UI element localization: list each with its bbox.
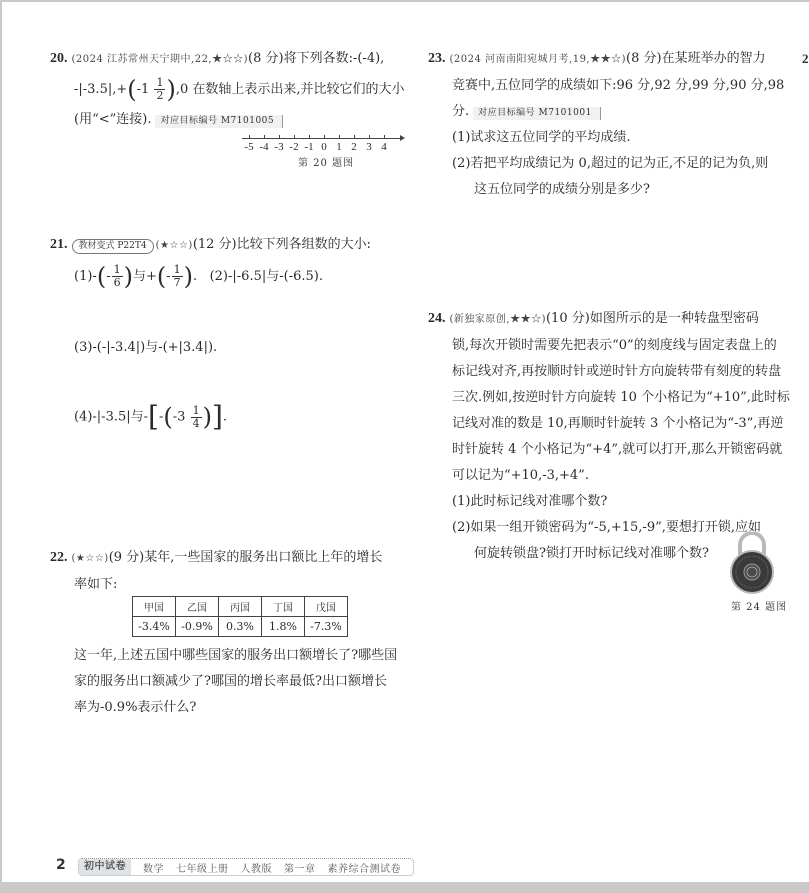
question-22 — [50, 545, 420, 598]
figure-caption: 第 20 题图 — [298, 158, 355, 169]
question-score: (8 分) — [626, 51, 662, 66]
sign: - — [166, 269, 171, 284]
combination-lock-icon — [729, 532, 775, 594]
question-23 — [428, 46, 798, 203]
mixed-number-whole: -1 — [136, 82, 150, 97]
question-text: 标记线对齐,再按顺时针或逆时针方向旋转带有刻度的转盘 — [452, 364, 782, 379]
tick — [294, 135, 295, 139]
table-cell: -0.9% — [176, 617, 219, 637]
question-score: (8 分) — [248, 51, 284, 66]
footer-subject: 数学 — [143, 863, 164, 875]
table-cell: -7.3% — [305, 617, 348, 637]
question-number: 20. — [50, 51, 68, 66]
question-text: 竞赛中,五位同学的成绩如下:96 分,92 分,99 分,90 分,98 — [452, 78, 785, 93]
tick-label: -3 — [274, 141, 284, 153]
sign: - — [92, 269, 97, 284]
question-number: 22. — [50, 550, 68, 565]
subquestion-2-cont: 何旋转锁盘?锁打开时标记线对准哪个数? — [474, 546, 709, 561]
paren-close: ) — [166, 75, 176, 104]
number-line-axis — [242, 138, 402, 139]
tick-label: -2 — [289, 141, 299, 153]
paren-open: ( — [163, 403, 173, 431]
question-text: 分. — [452, 104, 470, 119]
tick-label: -4 — [259, 141, 269, 153]
table-cell: 0.3% — [219, 617, 262, 637]
tick — [264, 135, 265, 139]
subquestion-2-cont: 这五位同学的成绩分别是多少? — [474, 182, 650, 197]
question-text: 锁,每次开锁时需要先把表示“0”的刻度线与固定表盘上的 — [452, 338, 777, 353]
question-source: (★☆☆) — [71, 553, 109, 564]
question-text: 三次.例如,按逆时针方向旋转 10 个小格记为“+10”,此时标 — [452, 390, 790, 405]
question-text: 某年,一些国家的服务出口额比上年的增长 — [144, 550, 383, 565]
tick-label: 1 — [336, 141, 342, 153]
paren-close: ) — [123, 262, 133, 291]
question-text: 与+ — [132, 269, 157, 284]
subquestion-3 — [74, 335, 217, 361]
question-24 — [428, 306, 808, 567]
question-text: 记线对准的数是 10,再顺时针旋转 3 个小格记为“-3”,再逆 — [452, 416, 784, 431]
fraction: $\frac{1}{4}$ — [192, 403, 200, 430]
period: . — [222, 409, 228, 425]
footer-title: 素养综合测试卷 — [327, 863, 401, 875]
subquestion-label: (1) — [74, 269, 93, 284]
subquestion-2: (2)如果一组开锁密码为“-5,+15,-9”,要想打开锁,应如 — [452, 520, 761, 535]
table-header-cell: 戊国 — [305, 597, 348, 617]
fraction: $\frac{1}{2}$ — [156, 76, 164, 102]
subquestion-text: (3)-(-|-3.4|)与-(+|3.4|). — [74, 340, 218, 355]
question-source: (★☆☆) — [155, 240, 193, 251]
table-header-cell: 乙国 — [176, 597, 219, 617]
question-score: (12 分) — [192, 237, 237, 252]
question-text: (用“<”连接). — [74, 112, 152, 127]
paren-close: ) — [183, 262, 194, 291]
question-text: 可以记为“+10,-3,+4”. — [452, 468, 589, 483]
fraction: $\frac{1}{7}$ — [173, 263, 181, 289]
subquestion-2: (2)若把平均成绩记为 0,超过的记为正,不足的记为负,则 — [452, 156, 769, 171]
table-header-row — [133, 597, 348, 617]
table-cell: -3.4% — [133, 617, 176, 637]
exam-page — [2, 2, 809, 882]
subquestion-1: (1)此时标记线对准哪个数? — [452, 494, 608, 509]
mixed-number-whole: -3 — [172, 409, 186, 425]
tick-label: 3 — [366, 141, 372, 153]
target-code-label: 对应目标编号 M7101001 — [473, 107, 601, 120]
page-number: 2 — [56, 857, 66, 873]
growth-rate-table — [132, 596, 348, 637]
tick-label: -5 — [244, 141, 254, 153]
subquestion-2: (2)-|-6.5|与-(-6.5). — [209, 269, 323, 284]
question-text: ,0 在数轴上表示出来,并比较它们的大小 — [175, 82, 405, 97]
footer-grade: 七年级上册 — [176, 863, 229, 875]
question-source: (新独家原创,★★☆) — [449, 314, 546, 325]
table-row — [133, 617, 348, 637]
figure-caption: 第 24 题图 — [731, 602, 788, 613]
tick — [324, 135, 325, 139]
target-code-label: 对应目标编号 M7101005 — [155, 115, 283, 128]
question-text: 这一年,上述五国中哪些国家的服务出口额增长了?哪些国 — [74, 648, 398, 663]
tick — [309, 135, 310, 139]
tick-label: 4 — [381, 141, 387, 153]
paren-close: ) — [202, 403, 212, 431]
textbook-variant-tag: 教材变式 P22T4 — [72, 239, 154, 254]
sign: - — [106, 269, 111, 284]
question-number: 23. — [428, 51, 446, 66]
question-text: 如图所示的是一种转盘型密码 — [589, 311, 759, 326]
question-text: 将下列各数:-(-4), — [283, 51, 385, 66]
question-text: 比较下列各组数的大小: — [236, 237, 372, 252]
footer-chapter: 第一章 — [284, 863, 316, 875]
subquestion-4 — [74, 400, 228, 433]
bracket-open: [ — [148, 400, 159, 433]
tick-label: 0 — [321, 141, 327, 153]
tick — [354, 135, 355, 139]
question-text: 率如下: — [74, 577, 118, 592]
question-source: (2024 江苏常州天宁期中,22,★☆☆) — [71, 54, 249, 65]
tick — [339, 135, 340, 139]
question-source: (2024 河南南阳宛城月考,19,★★☆) — [449, 54, 627, 65]
tick — [279, 135, 280, 139]
question-text: -|-3.5|,+ — [74, 82, 128, 97]
sign: - — [158, 409, 164, 425]
tick — [249, 135, 250, 139]
question-text: 率为-0.9%表示什么? — [74, 700, 197, 715]
tick — [369, 135, 370, 139]
next-page-edge-number: 2 — [802, 51, 809, 66]
paren-open: ( — [156, 262, 167, 291]
tick-label: 2 — [351, 141, 357, 153]
subquestion-text: (4)-|-3.5|与- — [74, 409, 149, 425]
subquestion-1: (1)试求这五位同学的平均成绩. — [452, 130, 631, 145]
paren-open: ( — [127, 75, 137, 104]
question-number: 24. — [428, 311, 446, 326]
question-text: 时针旋转 4 个小格记为“+4”,就可以打开,那么开锁密码就 — [452, 442, 783, 457]
arrow-right-icon — [400, 135, 405, 141]
fraction: $\frac{1}{6}$ — [113, 263, 121, 289]
period: . — [193, 269, 198, 284]
question-22-followup — [74, 643, 424, 721]
table-header-cell: 丙国 — [219, 597, 262, 617]
question-score: (9 分) — [108, 550, 145, 565]
footer-bar — [78, 858, 414, 876]
series-badge: 初中试卷 — [79, 859, 131, 875]
tick — [384, 135, 385, 139]
footer-edition: 人教版 — [240, 863, 272, 875]
table-header-cell: 甲国 — [133, 597, 176, 617]
bracket-close: ] — [211, 400, 223, 433]
question-score: (10 分) — [545, 311, 590, 326]
question-number: 21. — [50, 237, 68, 252]
paren-open: ( — [96, 262, 107, 291]
question-21 — [50, 232, 420, 295]
tick-label: -1 — [304, 141, 314, 153]
table-header-cell: 丁国 — [262, 597, 305, 617]
question-text: 在某班举办的智力 — [661, 51, 766, 66]
question-20 — [50, 46, 420, 133]
question-text: 家的服务出口额减少了?哪国的增长率最低?出口额增长 — [74, 674, 387, 689]
table-cell: 1.8% — [262, 617, 305, 637]
